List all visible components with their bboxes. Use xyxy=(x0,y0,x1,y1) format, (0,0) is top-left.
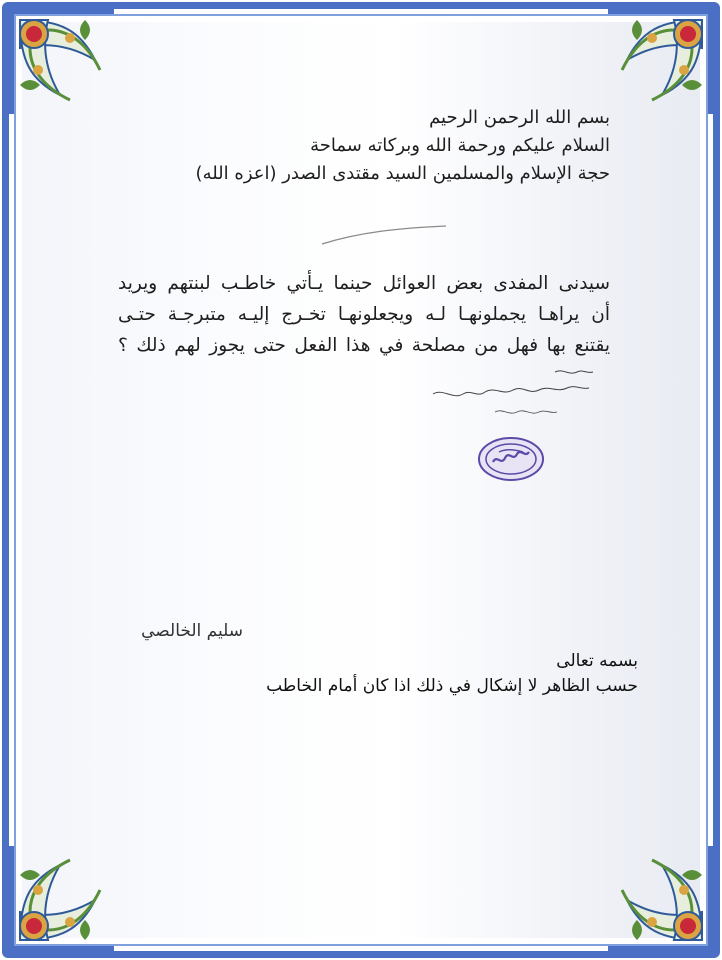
question-line-3: يقتنع بها فهل من مصلحة في هذا الفعل حتى يجوز لهم ذلك ؟ xyxy=(118,335,610,356)
corner-ornament-bottom-right xyxy=(602,840,722,960)
greeting-line: السلام عليكم ورحمة الله وبركاته سماحة xyxy=(310,135,610,156)
corner-ornament-top-right xyxy=(602,0,722,120)
question-line-2: أن يراهـا يجملونهـا لـه ويجعلونهـا تخـرج إليـه متبرجـة حتـى xyxy=(118,304,610,325)
question-line-1: سيدنى المفدى بعض العوائل حينما يـأتي خاطـب لبنتهم ويريد xyxy=(118,273,610,294)
pen-stroke-mark xyxy=(320,222,450,248)
corner-ornament-top-left xyxy=(0,0,120,120)
basmala-line: بسم الله الرحمن الرحيم xyxy=(429,107,610,128)
addressee-line: حجة الإسلام والمسلمين السيد مقتدى الصدر (اعزه الله) xyxy=(195,163,610,184)
signer-name: سليم الخالصي xyxy=(141,621,243,641)
corner-ornament-bottom-left xyxy=(0,840,120,960)
official-seal-stamp xyxy=(477,436,545,482)
handwritten-reply-scribble xyxy=(425,364,615,426)
answer-text: حسب الظاهر لا إشكال في ذلك اذا كان أمام الخاطب xyxy=(266,676,638,696)
answer-heading: بسمه تعالى xyxy=(556,651,638,671)
